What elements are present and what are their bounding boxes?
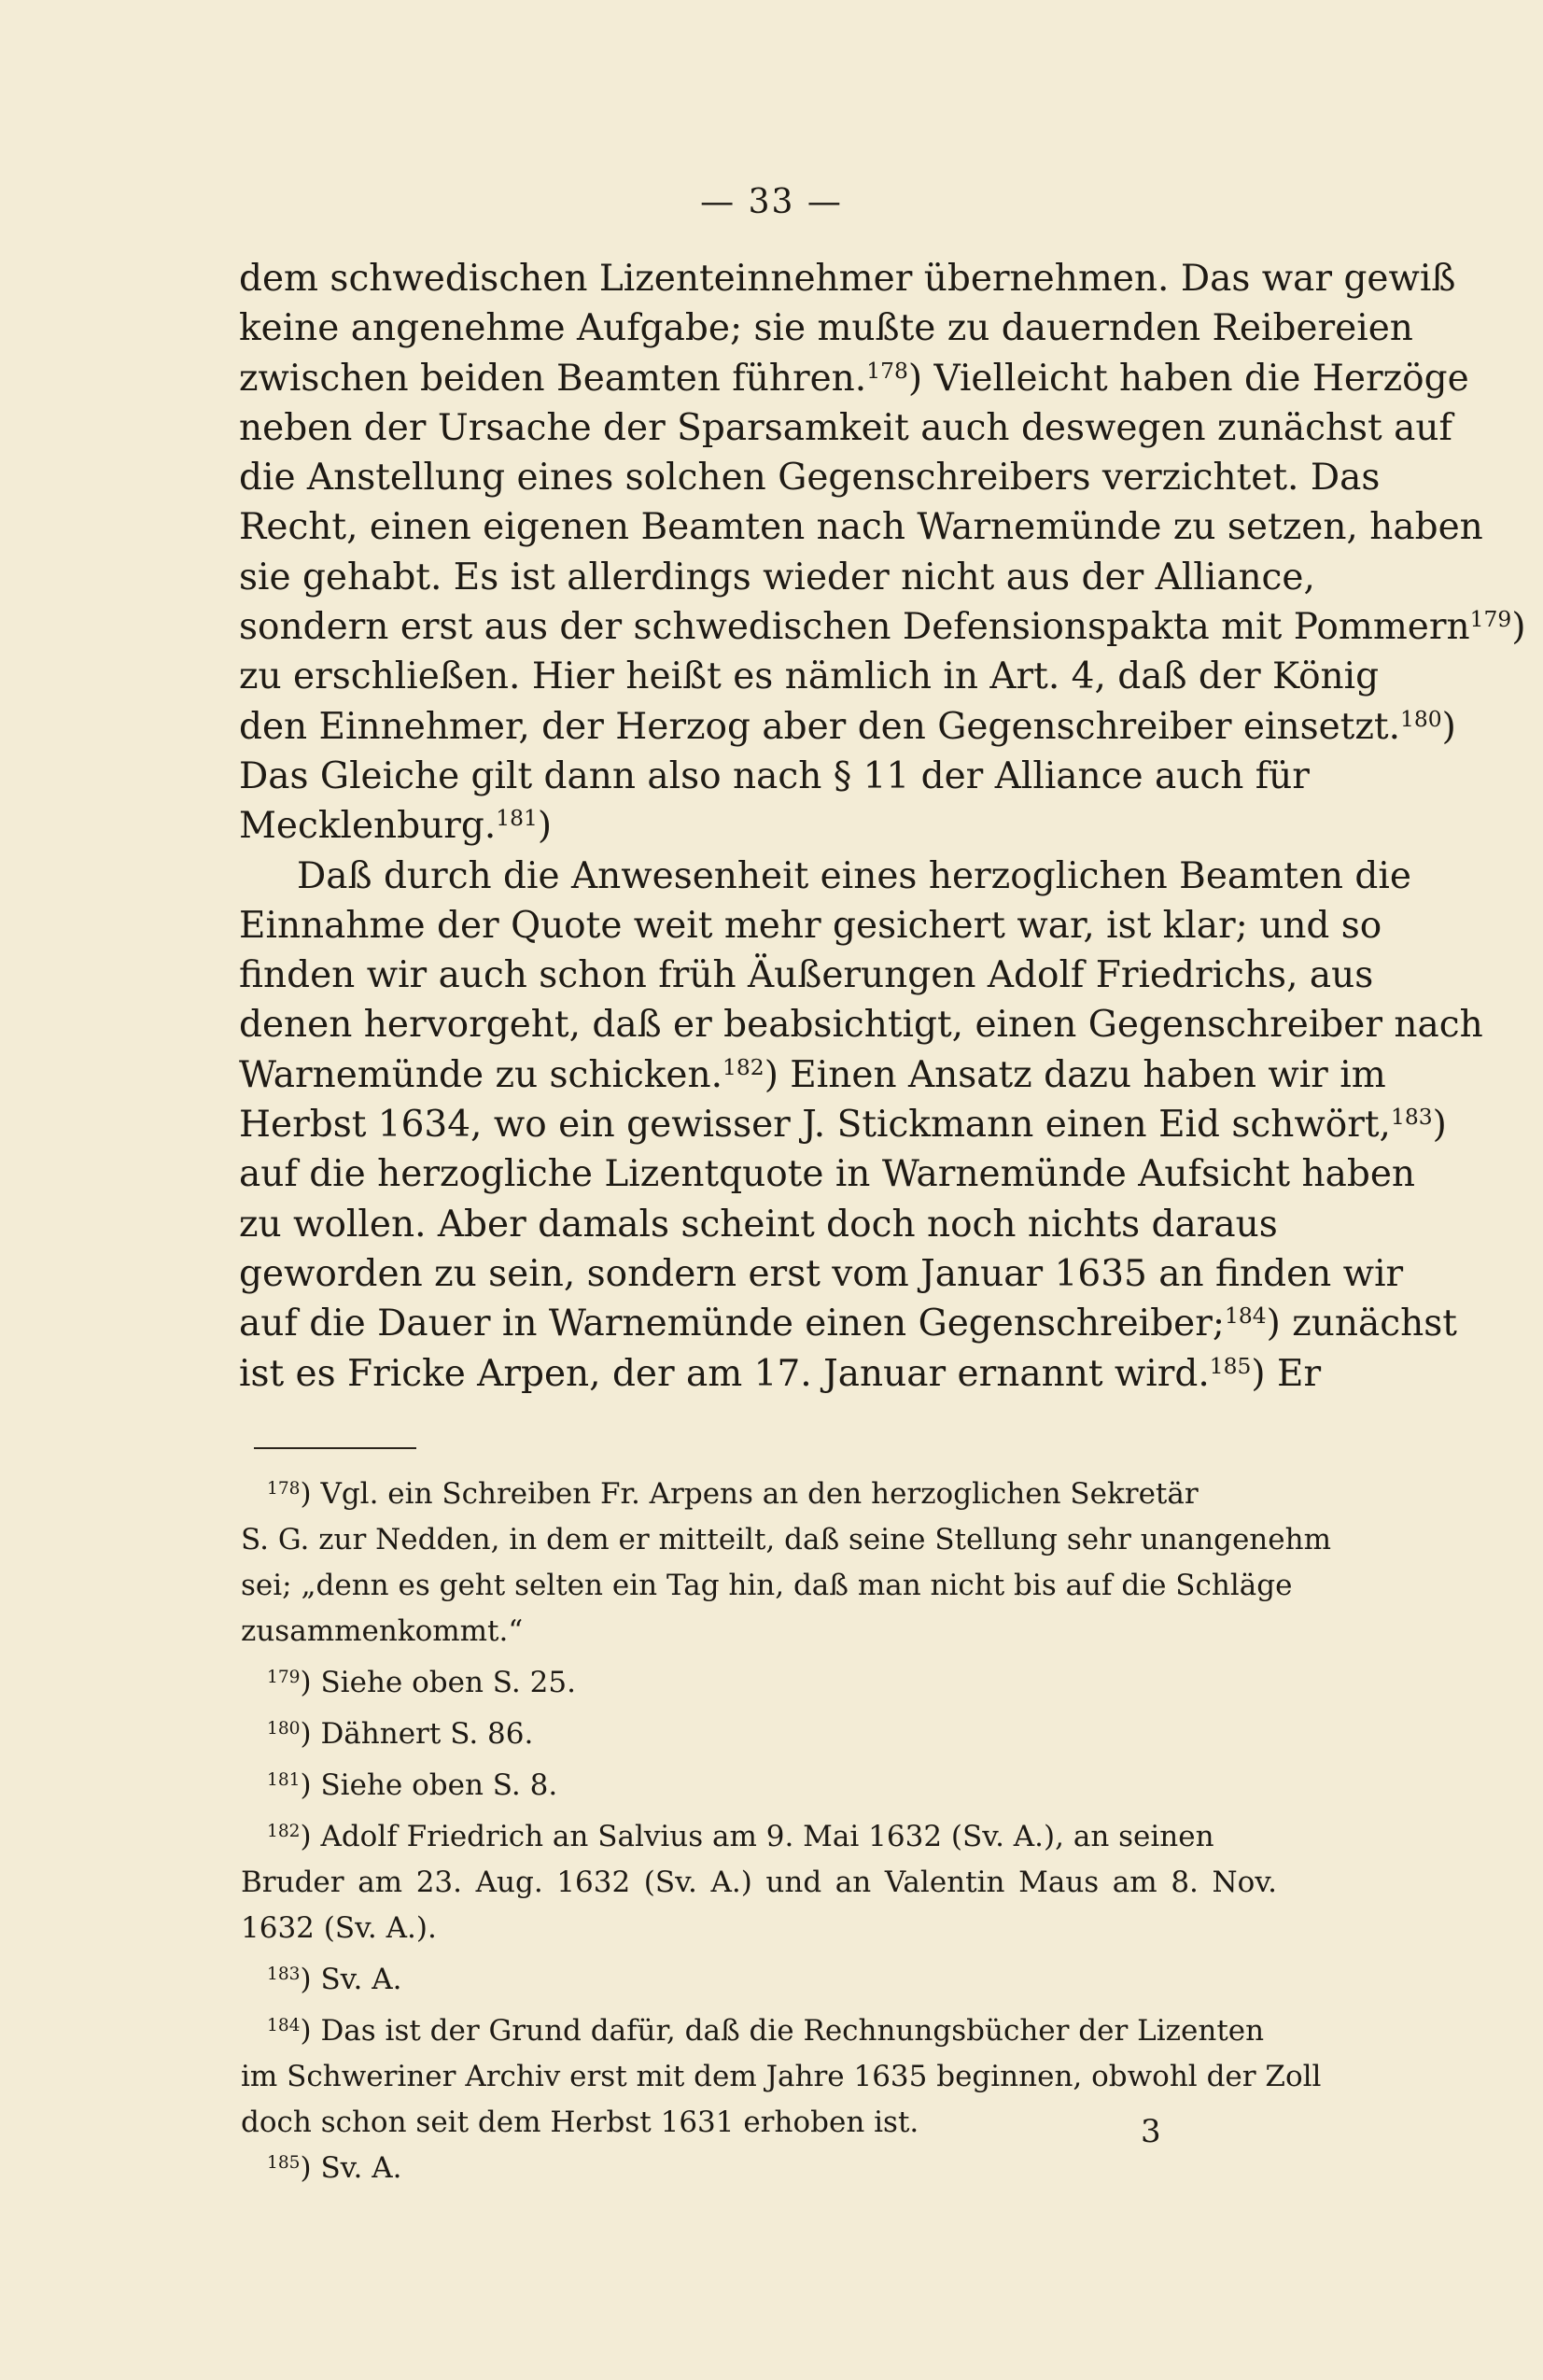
text-line: auf die Dauer in Warnemünde einen Gegenschreiber;$^{184}$) zunächst: [239, 1303, 1457, 1345]
text-line: Das Gleiche gilt dann also nach § 11 der Alliance auch für: [239, 754, 1310, 797]
text-line: Recht, einen eigenen Beamten nach Warnemünde zu setzen, haben: [239, 506, 1483, 549]
text-line: Mecklenburg.$^{181}$): [239, 805, 553, 848]
text-line: Einnahme der Quote weit mehr gesichert war, ist klar; und so: [239, 904, 1382, 947]
footnote-line: S. G. zur Nedden, in dem er mitteilt, daß seine Stellung sehr unangenehm: [241, 1523, 1331, 1556]
footnote-180: $^{180}$) Dähnert S. 86.: [267, 1717, 534, 1751]
text-line: zwischen beiden Beamten führen.$^{178}$) Vielleicht haben die Herzöge: [239, 357, 1469, 400]
text-line: sondern erst aus der schwedischen Defensionspakta mit Pommern$^{179}$): [239, 606, 1526, 649]
footnote-line: 1632 (Sv. A.).: [241, 1911, 437, 1945]
text-line: denen hervorgeht, daß er beabsichtigt, einen Gegenschreiber nach: [239, 1004, 1483, 1047]
footnotes: [241, 1472, 1331, 2191]
text-line: die Anstellung eines solchen Gegenschreibers verzichtet. Das: [239, 457, 1381, 500]
footnote-line: zusammenkommt.“: [241, 1614, 524, 1648]
footnote-178: $^{178}$) Vgl. ein Schreiben Fr. Arpens an den herzoglichen Sekretär: [267, 1477, 1199, 1511]
text-line: Daß durch die Anwesenheit eines herzoglichen Beamten die: [297, 854, 1411, 897]
footnote-179: $^{179}$) Siehe oben S. 25.: [267, 1666, 576, 1699]
text-line: geworden zu sein, sondern erst vom Januar 1635 an finden wir: [239, 1252, 1404, 1295]
text-line: zu erschließen. Hier heißt es nämlich in Art. 4, daß der König: [239, 655, 1380, 698]
signature-mark: 3: [1141, 2113, 1161, 2150]
footnote-183: $^{183}$) Sv. A.: [267, 1963, 402, 1996]
page-number-header: — 33 —: [700, 183, 843, 221]
footnote-185: $^{185}$) Sv. A.: [267, 2151, 402, 2185]
footnote-line: sei; „denn es geht selten ein Tag hin, daß man nicht bis auf die Schläge: [241, 1569, 1293, 1602]
text-line: sie gehabt. Es ist allerdings wieder nicht aus der Alliance,: [239, 556, 1315, 599]
footnote-divider: [254, 1447, 416, 1449]
footnote-182: $^{182}$) Adolf Friedrich an Salvius am 9. Mai 1632 (Sv. A.), an seinen: [267, 1820, 1214, 1853]
text-line: keine angenehme Aufgabe; sie mußte zu dauernden Reibereien: [239, 307, 1413, 350]
footnote-181: $^{181}$) Siehe oben S. 8.: [267, 1768, 558, 1802]
footnote-line: Bruder am 23. Aug. 1632 (Sv. A.) und an Valentin Maus am 8. Nov.: [241, 1866, 1277, 1899]
text-line: Warnemünde zu schicken.$^{182}$) Einen Ansatz dazu haben wir im: [239, 1053, 1386, 1096]
text-line: Herbst 1634, wo ein gewisser J. Stickmann einen Eid schwört,$^{183}$): [239, 1104, 1447, 1147]
text-line: zu wollen. Aber damals scheint doch noch nichts daraus: [239, 1203, 1278, 1246]
text-line: auf die herzogliche Lizentquote in Warnemünde Aufsicht haben: [239, 1153, 1416, 1196]
footnote-184: $^{184}$) Das ist der Grund dafür, daß die Rechnungsbücher der Lizenten: [267, 2014, 1265, 2048]
text-line: finden wir auch schon früh Äußerungen Adolf Friedrichs, aus: [239, 954, 1374, 997]
text-line: den Einnehmer, der Herzog aber den Gegenschreiber einsetzt.$^{180}$): [239, 705, 1456, 748]
text-line: ist es Fricke Arpen, der am 17. Januar ernannt wird.$^{185}$) Er: [239, 1352, 1322, 1395]
text-line: dem schwedischen Lizenteinnehmer übernehmen. Das war gewiß: [239, 258, 1456, 300]
main-text: [239, 254, 1526, 1399]
footnote-line: im Schweriner Archiv erst mit dem Jahre 1635 beginnen, obwohl der Zoll: [241, 2060, 1322, 2093]
footnote-line: doch schon seit dem Herbst 1631 erhoben ist.: [241, 2105, 919, 2139]
text-line: neben der Ursache der Sparsamkeit auch deswegen zunächst auf: [239, 406, 1452, 449]
